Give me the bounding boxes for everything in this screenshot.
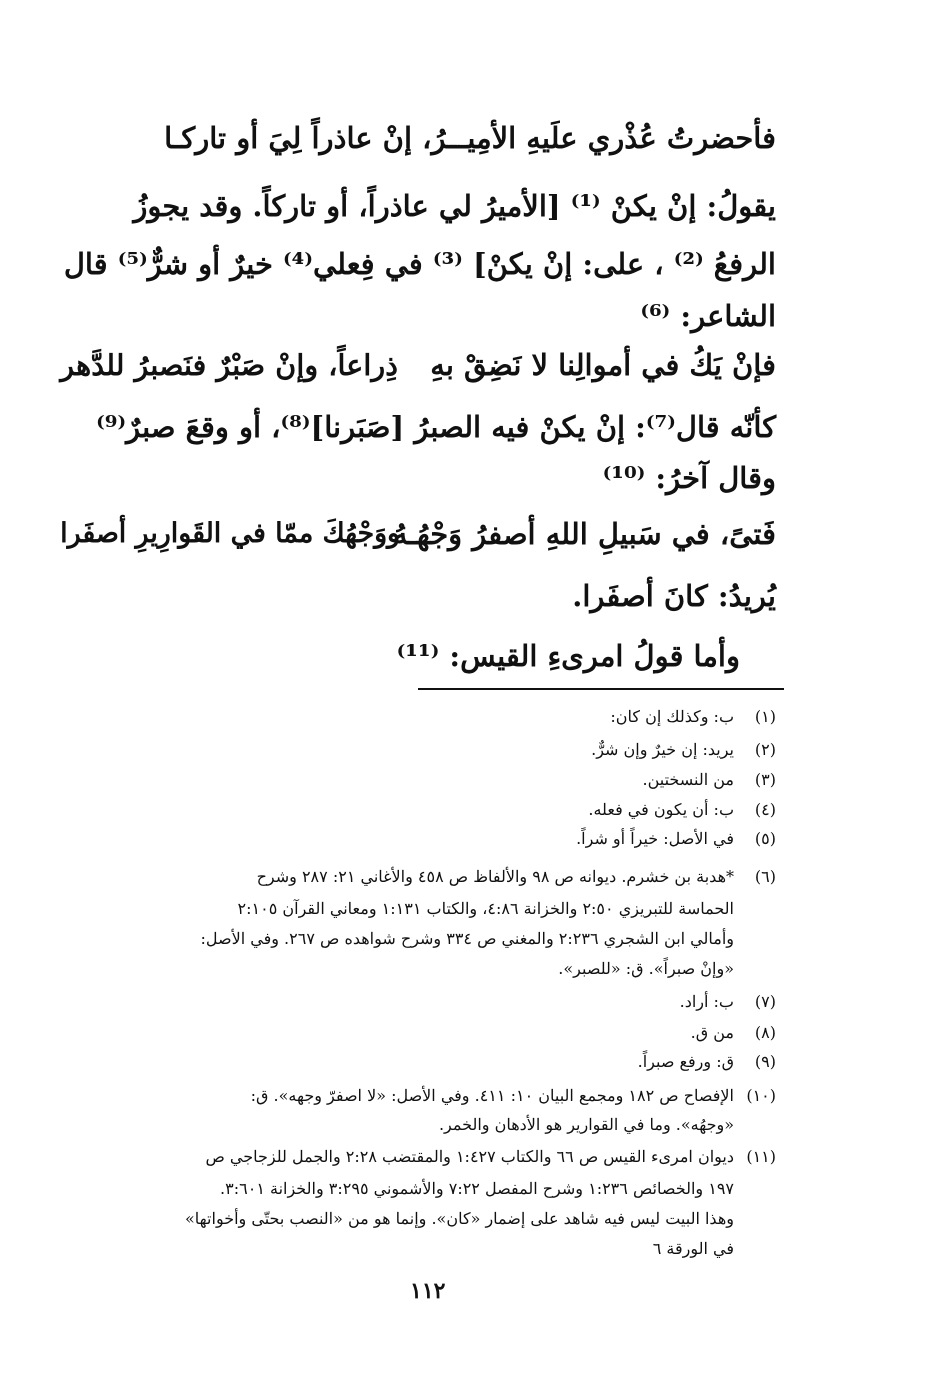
footnote-6-line-2: الحماسة للتبريزي ٢:٥٠ والخزانة ٤:٨٦، والكتاب ١:١٣١ ومعاني القرآن ٢:١٠٥ [237, 899, 734, 918]
footnote-text: ب: أراد. [679, 992, 734, 1011]
footnote-number: (٥) [754, 829, 776, 848]
footnote-number: (٣) [754, 770, 776, 789]
verse-2-left-hemistich: ذِراعاً، وإنْ صَبْرٌ فنَصبرُ للدَّهر [60, 348, 398, 382]
verse-2-right-hemistich: فإنْ يَكُ في أموالِنا لا نَضِقْ بهِ [430, 348, 776, 382]
footnote-number: (٨) [754, 1023, 776, 1042]
footnote-number: (٦) [754, 867, 776, 886]
verse-3-left-hemistich: ووَجْهُكَ ممّا في القَوارِيرِ أصفَرا [60, 518, 400, 549]
footnote-8 [691, 1022, 776, 1044]
verse-1-right-hemistich: فأحضرتُ عُذْري علَيهِ الأمِيــ [450, 121, 776, 155]
footnote-number: (١) [754, 707, 776, 726]
body-line-3: الرفعُ ⁽²⁾ ، على: إنْ يكنْ] ⁽³⁾ في فِعلي⁽⁴⁾ خيرٌ أو شرٌّ⁽⁵⁾ قال [63, 247, 776, 281]
footnote-text: الإفصاح ص ١٨٢ ومجمع البيان ١٠: ٤١١. وفي الأصل: «لا اصفرّ وجهه». ق: [250, 1086, 734, 1105]
footnote-6 [257, 866, 776, 888]
footnote-number: (١١) [746, 1147, 776, 1166]
footnote-6-line-3: وأمالي ابن الشجري ٢:٢٣٦ والمغني ص ٣٣٤ وشرح شواهده ص ٢٦٧. وفي الأصل: [200, 929, 734, 948]
footnote-11-line-4: في الورقة ٦ [652, 1239, 734, 1258]
footnote-text: ب: أن يكون في فعله. [588, 800, 734, 819]
footnote-7 [680, 991, 776, 1013]
body-line-10: وأما قولُ امرىءِ القيس: ⁽¹¹⁾ [396, 639, 740, 673]
footnote-5 [576, 828, 776, 850]
footnote-10-line-2: «وجهُه». وما في القوارير هو الأدهان والخمر. [438, 1115, 734, 1134]
body-line-2: يقولُ: إنْ يكنْ ⁽¹⁾ [الأميرُ لي عاذراً، أو تاركاً. وقد يجوزُ [133, 189, 776, 223]
verse-3-right-hemistich: فَتىً، في سَبيلِ اللهِ أصفرُ وَجْهُـهُ [392, 517, 776, 551]
footnote-6-line-4: «وإنْ صبراً». ق: «للصبر». [558, 959, 734, 978]
footnote-number: (١٠) [746, 1086, 776, 1105]
footnote-11 [205, 1146, 776, 1168]
footnote-9 [638, 1051, 776, 1073]
footnote-text: ديوان امرىء القيس ص ٦٦ والكتاب ١:٤٢٧ والمقتضب ٢:٢٨ والجمل للزجاجي ص [205, 1147, 734, 1166]
footnote-number: (٧) [754, 992, 776, 1011]
page-number: ١١٢ [410, 1278, 446, 1304]
footnote-text: *هدبة بن خشرم. ديوانه ص ٩٨ والألفاظ ص ٤٥٨ والأغاني ٢١: ٢٨٧ وشرح [256, 867, 734, 886]
footnote-number: (٩) [754, 1052, 776, 1071]
footnote-separator [418, 688, 784, 690]
footnote-1 [610, 706, 776, 728]
footnote-text: يريد: إن خيرٌ وإن شرٌّ. [591, 740, 734, 759]
footnote-number: (٤) [754, 800, 776, 819]
footnote-text: من النسختين. [642, 770, 734, 789]
body-line-9: يُريدُ: كانَ أصفَرا. [572, 579, 776, 613]
footnote-10 [251, 1085, 776, 1107]
footnote-4 [588, 799, 776, 821]
footnote-11-line-2: ١٩٧ والخصائص ١:٢٣٦ وشرح المفصل ٧:٢٢ والأشموني ٣:٢٩٥ والخزانة ٣:٦٠١. [220, 1179, 734, 1198]
footnote-text: في الأصل: خيراً أو شراً. [576, 829, 734, 848]
footnote-number: (٢) [754, 740, 776, 759]
footnote-text: ق: ورفع صبراً. [637, 1052, 734, 1071]
footnote-11-line-3: وهذا البيت ليس فيه شاهد على إضمار «كان». وإنما هو من «النصب بحتّى وأخواتها» [185, 1209, 734, 1228]
footnote-text: من ق. [690, 1023, 734, 1042]
body-line-7: وقال آخرُ: ⁽¹⁰⁾ [602, 461, 776, 495]
footnote-3 [642, 769, 776, 791]
verse-1-left-hemistich: ـرُ، إنْ عاذراً لِيَ أو تاركـا [164, 121, 456, 155]
body-line-6: كأنّه قال⁽⁷⁾: إنْ يكنْ فيه الصبرُ [صَبَرنا]⁽⁸⁾، أو وقعَ صبرٌ⁽⁹⁾ [96, 410, 776, 444]
footnote-2 [591, 739, 776, 761]
footnote-text: ب: وكذلك إن كان: [610, 707, 734, 726]
body-line-4: الشاعر: ⁽⁶⁾ [640, 299, 776, 333]
